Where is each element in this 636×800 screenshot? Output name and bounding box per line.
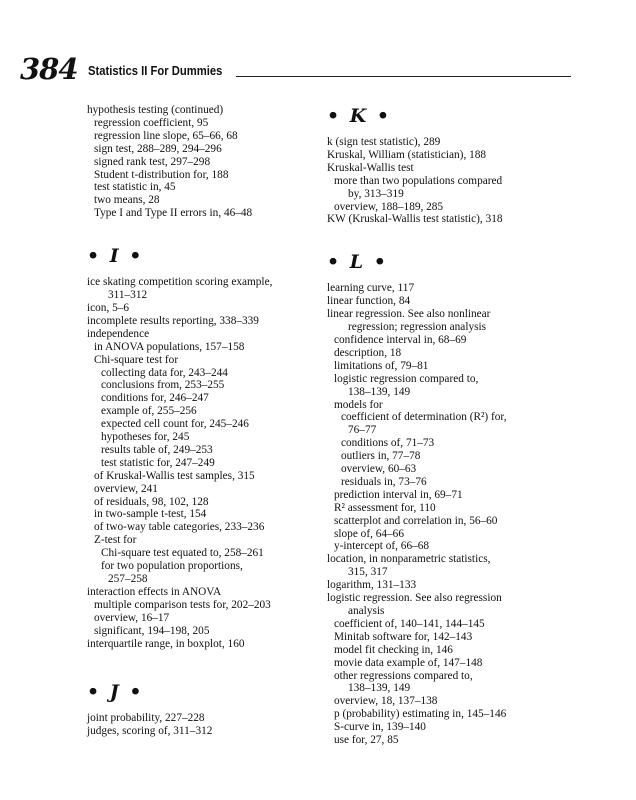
index-entry: results table of, 249–253 [101, 443, 213, 456]
index-entry: of two-way table categories, 233–236 [94, 521, 265, 534]
index-entry: significant, 194–198, 205 [94, 624, 210, 637]
index-entry: linear regression. See also nonlinear [327, 308, 491, 321]
index-entry: Type I and Type II errors in, 46–48 [94, 207, 253, 220]
index-entry: test statistic in, 45 [94, 181, 176, 194]
index-entry: R² assessment for, 110 [334, 501, 436, 514]
index-entry: signed rank test, 297–298 [94, 155, 211, 168]
index-entry: coefficient of, 140–141, 144–145 [334, 617, 485, 630]
index-entry: logarithm, 131–133 [327, 579, 417, 592]
index-entry: regression coefficient, 95 [94, 116, 209, 129]
index-entry: multiple comparison tests for, 202–203 [94, 598, 271, 611]
index-entry: expected cell count for, 245–246 [101, 418, 249, 431]
index-entry: of Kruskal-Wallis test samples, 315 [94, 469, 255, 482]
index-entry: conditions for, 246–247 [101, 392, 209, 405]
index-entry: 257–258 [108, 573, 148, 585]
index-entry: Kruskal, William (statistician), 188 [327, 148, 487, 161]
index-entry: ice skating competition scoring example, [87, 276, 273, 289]
index-entry: k (sign test statistic), 289 [327, 136, 441, 148]
index-entry: 138–139, 149 [348, 682, 411, 695]
index-entry: in ANOVA populations, 157–158 [94, 340, 245, 353]
index-entry: independence [87, 327, 150, 340]
page-header [20, 52, 560, 86]
index-entry: S-curve in, 139–140 [334, 721, 426, 734]
index-entry: test statistic for, 247–249 [101, 456, 215, 469]
index-entry: of residuals, 98, 102, 128 [94, 495, 209, 508]
index-entry: conditions of, 71–73 [341, 437, 435, 450]
index-entry: Z-test for [94, 534, 137, 547]
section-heading-l: • L • [327, 251, 388, 274]
index-entry: Chi-square test for [94, 353, 179, 366]
index-entry: p (probability) estimating in, 145–146 [334, 708, 507, 721]
index-entry: Student t-distribution for, 188 [94, 168, 229, 181]
index-entry: location, in nonparametric statistics, [327, 553, 491, 566]
index-entry: 76–77 [348, 424, 377, 437]
index-entry: prediction interval in, 69–71 [334, 488, 463, 501]
index-entry: interaction effects in ANOVA [87, 585, 222, 598]
index-entry: learning curve, 117 [327, 282, 415, 295]
index-entry: description, 18 [334, 346, 402, 359]
index-entry: KW (Kruskal-Wallis test statistic), 318 [327, 213, 503, 226]
index-entry: regression line slope, 65–66, 68 [94, 129, 238, 142]
index-entry: linear function, 84 [327, 295, 411, 308]
section-heading-i: • I • [87, 245, 144, 268]
index-entry: hypothesis testing (continued) [87, 104, 224, 116]
book-title: Statistics II For Dummies [88, 64, 223, 78]
section-heading-k: • K • [327, 105, 392, 127]
index-entry: scatterplot and correlation in, 56–60 [334, 514, 498, 527]
index-entry: limitations of, 79–81 [334, 359, 429, 372]
section-heading-j: • J • [87, 681, 144, 704]
index-entry: interquartile range, in boxplot, 160 [87, 637, 245, 650]
index-entry: icon, 5–6 [87, 301, 130, 314]
index-entry: overview, 16–17 [94, 611, 170, 624]
page-number: 384 [20, 52, 78, 86]
index-entry: models for [334, 398, 383, 411]
index-entry: confidence interval in, 68–69 [334, 333, 467, 346]
index-entry: y-intercept of, 66–68 [334, 540, 430, 553]
header-rule [236, 76, 571, 77]
index-entry: incomplete results reporting, 338–339 [87, 314, 259, 327]
index-entry: more than two populations compared [334, 174, 503, 187]
index-entry: coefficient of determination (R²) for, [341, 411, 507, 424]
index-entry: collecting data for, 243–244 [101, 366, 228, 379]
index-entry: 138–139, 149 [348, 385, 411, 398]
index-entry: sign test, 288–289, 294–296 [94, 142, 222, 155]
index-entry: use for, 27, 85 [334, 734, 399, 747]
index-entry: 311–312 [108, 289, 148, 302]
index-entry: model fit checking in, 146 [334, 643, 453, 656]
index-entry: residuals in, 73–76 [341, 475, 427, 488]
index-entry: 315, 317 [348, 566, 388, 579]
index-column-left [87, 104, 319, 738]
index-entry: two means, 28 [94, 194, 160, 207]
index-entry: overview, 241 [94, 482, 158, 495]
index-entry: logistic regression. See also regression [327, 592, 502, 605]
index-entry: in two-sample t-test, 154 [94, 508, 207, 521]
index-entry: example of, 255–256 [101, 405, 197, 418]
index-entry: analysis [348, 605, 385, 617]
index-entry: by, 313–319 [348, 187, 404, 200]
index-entry: movie data example of, 147–148 [334, 656, 483, 669]
index-entry: slope of, 64–66 [334, 527, 404, 540]
index-entry: outliers in, 77–78 [341, 450, 421, 463]
index-entry: Chi-square test equated to, 258–261 [101, 547, 264, 560]
index-entry: regression; regression analysis [348, 321, 487, 334]
index-entry: Kruskal-Wallis test [327, 161, 414, 174]
index-entry: logistic regression compared to, [334, 372, 479, 385]
index-entry: conclusions from, 253–255 [101, 379, 225, 392]
index-entry: judges, scoring of, 311–312 [87, 725, 213, 738]
index-entry: joint probability, 227–228 [87, 712, 205, 725]
index-entry: other regressions compared to, [334, 669, 473, 682]
index-entry: overview, 18, 137–138 [334, 695, 438, 708]
index-entry: for two population proportions, [101, 560, 243, 573]
index-entry: overview, 188–189, 285 [334, 200, 444, 213]
index-column-right [327, 104, 559, 747]
index-entry: overview, 60–63 [341, 463, 417, 476]
index-entry: Minitab software for, 142–143 [334, 630, 473, 643]
index-entry: hypotheses for, 245 [101, 431, 190, 444]
